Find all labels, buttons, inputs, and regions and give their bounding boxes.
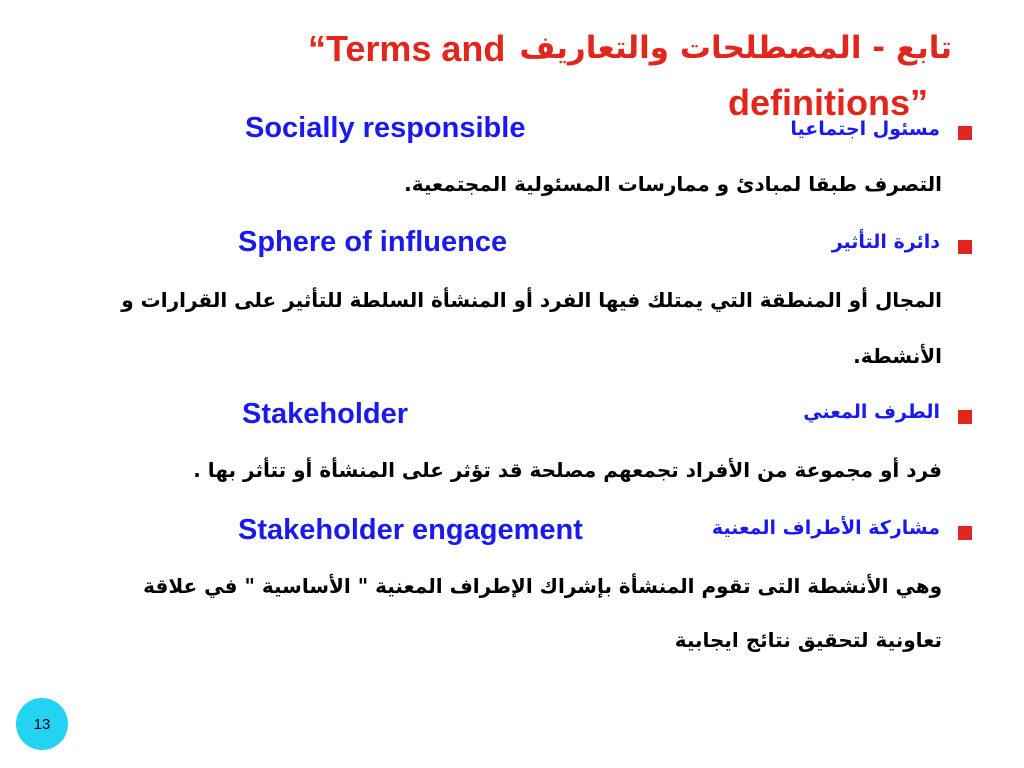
slide-title-english-line1: “Terms and (308, 28, 506, 69)
term-definition: التصرف طبقا لمبادئ و ممارسات المسئولية المجتمعية. (404, 172, 942, 196)
term-arabic: مشاركة الأطراف المعنية (711, 517, 940, 539)
term-definition-continued: الأنشطة. (853, 344, 942, 368)
term-english: Stakeholder (242, 398, 408, 430)
term-definition: فرد أو مجموعة من الأفراد تجمعهم مصلحة قد تؤثر على المنشأة أو تتأثر بها . (193, 458, 942, 482)
term-definition: وهي الأنشطة التى تقوم المنشأة بإشراك الإطراف المعنية " الأساسية " في علاقة (143, 574, 942, 598)
term-english: Stakeholder engagement (238, 514, 583, 546)
slide-title-english-line2: definitions” (728, 82, 928, 123)
term-english: Sphere of influence (238, 226, 508, 258)
term-definition-continued: تعاونية لتحقيق نتائج ايجابية (674, 628, 942, 652)
term-english: Socially responsible (245, 112, 526, 144)
page-number-badge: 13 (16, 698, 68, 750)
term-arabic: دائرة التأثير (831, 231, 940, 253)
term-definition: المجال أو المنطقة التي يمتلك فيها الفرد أو المنشأة السلطة للتأثير على القرارات و (121, 288, 942, 312)
slide-title-arabic: تابع - المصطلحات والتعاريف (519, 30, 952, 66)
square-bullet-icon (958, 240, 972, 254)
square-bullet-icon (958, 410, 972, 424)
term-arabic: مسئول اجتماعيا (790, 118, 940, 140)
square-bullet-icon (958, 526, 972, 540)
square-bullet-icon (958, 126, 972, 140)
term-arabic: الطرف المعني (803, 401, 940, 423)
